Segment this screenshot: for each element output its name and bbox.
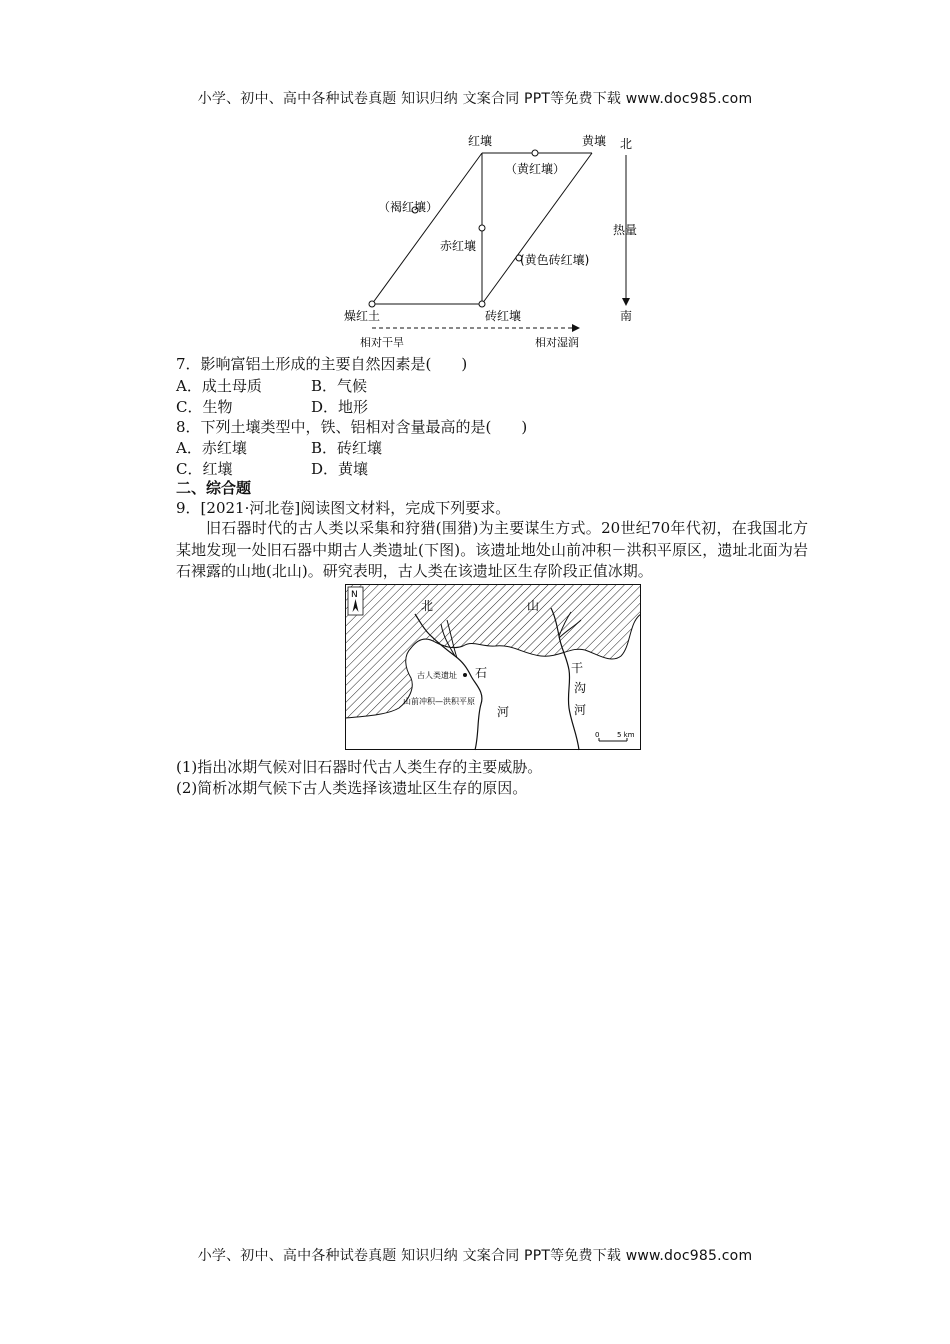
question-9-sub-2: (2)简析冰期气候下古人类选择该遗址区生存的原因。	[176, 779, 528, 797]
label-brick-red-soil: 砖红壤	[485, 309, 522, 323]
scale-zero-label: 0	[595, 731, 600, 739]
label-gou: 沟	[574, 681, 587, 695]
question-7-stem: 7．影响富铝土形成的主要自然因素是( )	[176, 355, 468, 373]
node-chi-red	[479, 225, 485, 231]
edge-dry-red-to-red	[372, 153, 482, 304]
label-he-1: 河	[497, 705, 510, 719]
label-red-soil: 红壤	[468, 134, 493, 148]
label-bei: 北	[421, 599, 434, 613]
label-shi: 石	[475, 666, 488, 680]
question-7-option-b: B．气候	[311, 377, 368, 395]
label-yellow-brick-red-soil: (黄色砖红壤)	[520, 253, 590, 267]
label-chi-red-soil: 赤红壤	[440, 239, 477, 253]
node-yellow-red	[532, 150, 538, 156]
question-8-option-d: D．黄壤	[311, 460, 369, 478]
label-heat: 热量	[613, 223, 638, 237]
soil-type-diagram	[330, 128, 650, 353]
label-south: 南	[620, 309, 633, 323]
label-site: 古人类遗址	[417, 671, 457, 680]
label-he-2: 河	[574, 703, 587, 717]
question-8-option-b: B．砖红壤	[311, 439, 383, 457]
question-8-stem: 8．下列土壤类型中，铁、铝相对含量最高的是( )	[176, 418, 528, 436]
question-7-option-c: C．生物	[176, 398, 233, 416]
node-brick-red	[479, 301, 485, 307]
north-arrow-label: N	[351, 590, 358, 600]
question-8-option-a: A．赤红壤	[176, 439, 247, 457]
question-9-sub-1: (1)指出冰期气候对旧石器时代古人类生存的主要威胁。	[176, 758, 543, 776]
label-relatively-dry: 相对干旱	[360, 336, 404, 349]
question-8-option-c: C．红壤	[176, 460, 233, 478]
question-7-option-d: D．地形	[311, 398, 369, 416]
label-yellow-soil: 黄壤	[582, 134, 607, 148]
label-north: 北	[620, 137, 633, 151]
label-plain: 山前冲积—洪积平原	[403, 697, 475, 706]
page-header: 小学、初中、高中各种试卷真题 知识归纳 文案合同 PPT等免费下载 www.doc985.com	[197, 91, 753, 107]
node-dry-red	[369, 301, 375, 307]
label-brown-red-soil: （褐红壤）	[378, 200, 439, 214]
section-heading: 二、综合题	[176, 479, 252, 497]
site-map	[345, 584, 641, 752]
site-dot	[463, 673, 467, 677]
label-shan: 山	[527, 599, 540, 613]
page-footer: 小学、初中、高中各种试卷真题 知识归纳 文案合同 PPT等免费下载 www.doc985.com	[197, 1248, 753, 1264]
label-gan: 干	[571, 661, 584, 675]
question-9-passage: 旧石器时代的古人类以采集和狩猎(围猎)为主要谋生方式。20世纪70年代初，在我国北方某地发现一处旧石器中期古人类遗址(下图)。该遗址地处山前冲积－洪积平原区，遗址北面为岩石裸露的山地(北山)。研究表明，古人类在该遗址区生存阶段正值冰期。	[176, 519, 808, 580]
question-9-stem: 9．[2021·河北卷]阅读图文材料，完成下列要求。	[176, 499, 511, 517]
label-relatively-humid: 相对湿润	[535, 336, 579, 349]
scale-km-label: 5 km	[617, 731, 635, 739]
label-dry-red-soil: 燥红土	[344, 309, 381, 323]
question-7-option-a: A．成土母质	[176, 377, 262, 395]
label-yellow-red-soil: （黄红壤）	[505, 162, 566, 176]
